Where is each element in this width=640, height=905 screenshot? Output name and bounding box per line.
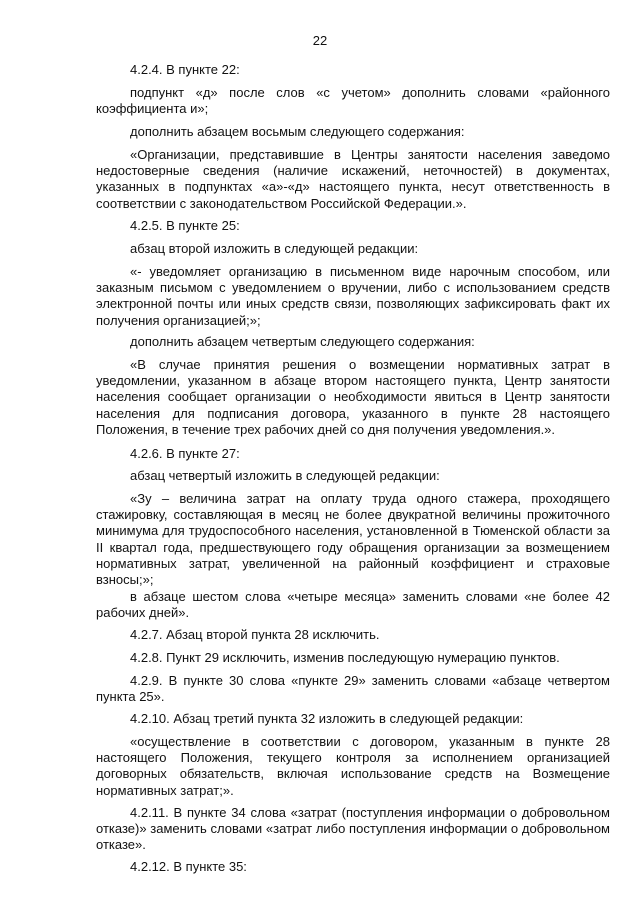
paragraph: 4.2.8. Пункт 29 исключить, изменив последующую нумерацию пунктов. <box>130 650 560 665</box>
paragraph: дополнить абзацем четвертым следующего содержания: <box>130 334 475 349</box>
paragraph: «- уведомляет организацию в письменном виде нарочным способом, или заказным письмом с уведомлением о вручении, либо с использованием средств электронной почты или иных средств связи, позволяющих зафиксировать факт их получения организацией;»; <box>96 264 610 328</box>
paragraph: 4.2.12. В пункте 35: <box>130 859 247 874</box>
paragraph: 4.2.11. В пункте 34 слова «затрат (поступления информации о добровольном отказе)» заменить словами «затрат либо поступления информации о добровольном отказе». <box>96 805 610 853</box>
page-number: 22 <box>312 33 328 48</box>
paragraph: «В случае принятия решения о возмещении нормативных затрат в уведомлении, указанном в абзаце втором настоящего пункта, Центр занятости населения сообщает организации о необходимости явиться в Центр занятости населения для подписания договора, указанного в пункте 28 настоящего Положения, в течение трех рабочих дней со дня получения уведомления.». <box>96 357 610 437</box>
paragraph: 4.2.7. Абзац второй пункта 28 исключить. <box>130 627 380 642</box>
paragraph: «осуществление в соответствии с договором, указанным в пункте 28 настоящего Положения, текущего контроля за исполнением организацией договорных обязательств, включая использование средств на Возмещение нормативных затрат;». <box>96 734 610 798</box>
paragraph: 4.2.5. В пункте 25: <box>130 218 240 233</box>
paragraph: 4.2.9. В пункте 30 слова «пункте 29» заменить словами «абзаце четвертом пункта 25». <box>96 673 610 705</box>
paragraph: 4.2.6. В пункте 27: <box>130 446 240 461</box>
paragraph: абзац четвертый изложить в следующей редакции: <box>130 468 440 483</box>
paragraph: «Зу – величина затрат на оплату труда одного стажера, проходящего стажировку, составляющая в месяц не более двукратной величины прожиточного минимума для трудоспособного населения, установленной в Тюменской области за II квартал года, предшествующего году обращения организации за возмещением нормативных затрат, увеличенной на районный коэффициент и страховые взносы;»; <box>96 491 610 588</box>
paragraph: дополнить абзацем восьмым следующего содержания: <box>130 124 465 139</box>
paragraph: «Организации, представившие в Центры занятости населения заведомо недостоверные сведения (наличие искажений, неточностей) в документах, указанных в подпунктах «а»-«д» настоящего пункта, несут ответственность в соответствии с законодательством Российской Федерации.». <box>96 147 610 211</box>
paragraph: подпункт «д» после слов «с учетом» дополнить словами «районного коэффициента и»; <box>96 85 610 117</box>
paragraph: 4.2.10. Абзац третий пункта 32 изложить в следующей редакции: <box>130 711 524 726</box>
paragraph: в абзаце шестом слова «четыре месяца» заменить словами «не более 42 рабочих дней». <box>96 589 610 621</box>
paragraph: абзац второй изложить в следующей редакции: <box>130 241 419 256</box>
paragraph: 4.2.4. В пункте 22: <box>130 62 240 77</box>
